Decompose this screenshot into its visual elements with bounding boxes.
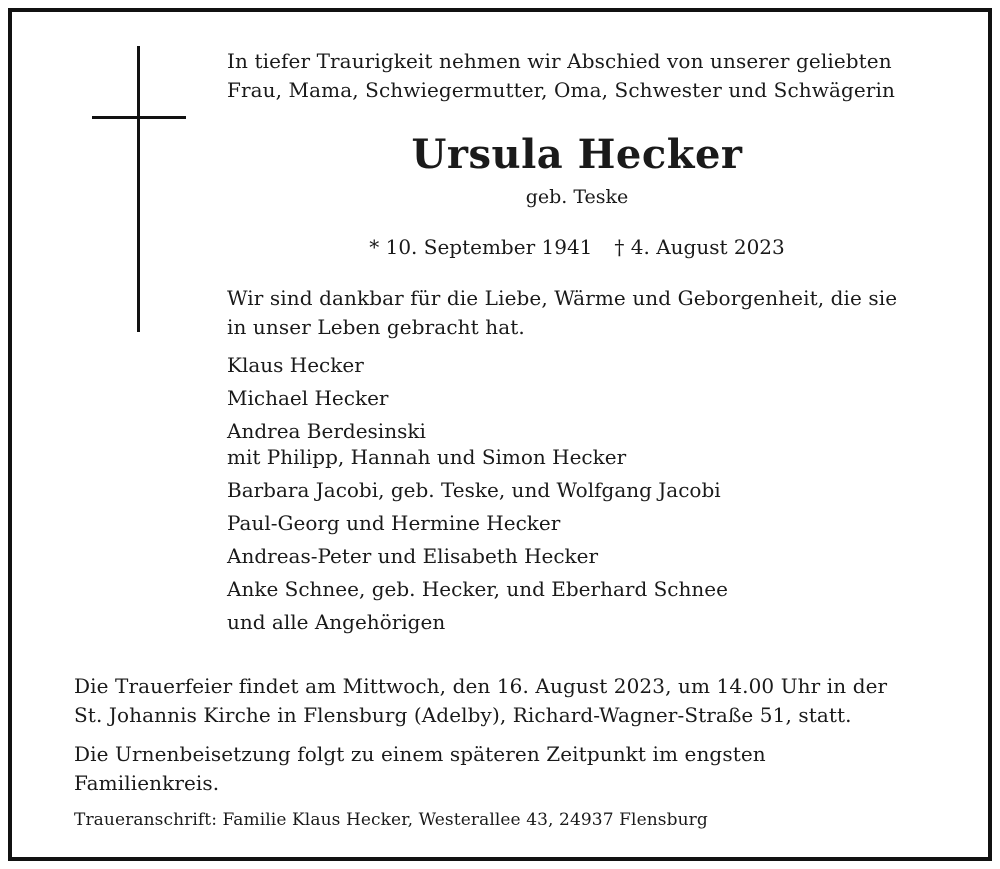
intro-line: Frau, Mama, Schwiegermutter, Oma, Schwester und Schwägerin [227, 78, 895, 102]
urn-burial-info [74, 740, 766, 798]
ceremony-line: Die Trauerfeier findet am Mittwoch, den 16. August 2023, um 14.00 Uhr in der [74, 674, 888, 698]
mourner-item: Michael Hecker [227, 386, 389, 410]
thanks-line: in unser Leben gebracht hat. [227, 315, 525, 339]
mourner-item: Andreas-Peter und Elisabeth Hecker [227, 544, 599, 568]
obituary-frame [8, 8, 992, 861]
mourners-list [227, 352, 728, 642]
birth-date: * 10. September 1941 [369, 235, 593, 259]
urn-line: Familienkreis. [74, 771, 220, 795]
cross-icon [92, 46, 188, 332]
mourner-item: Barbara Jacobi, geb. Teske, und Wolfgang Jacobi [227, 478, 721, 502]
deceased-name: Ursula Hecker [411, 131, 743, 178]
thanks-text [227, 284, 897, 342]
mourner-name: Andrea Berdesinski [227, 419, 426, 443]
condolence-address: Traueranschrift: Familie Klaus Hecker, Westerallee 43, 24937 Flensburg [74, 810, 708, 830]
death-date: † 4. August 2023 [614, 235, 785, 259]
ceremony-info [74, 672, 887, 730]
mourner-item: Klaus Hecker [227, 353, 364, 377]
intro-line: In tiefer Traurigkeit nehmen wir Abschied von unserer geliebten [227, 49, 892, 73]
mourner-family: mit Philipp, Hannah und Simon Hecker [227, 445, 627, 469]
mourner-item: Paul-Georg und Hermine Hecker [227, 511, 561, 535]
intro-text [227, 47, 895, 105]
cross-horizontal-bar [92, 116, 186, 119]
mourner-item [227, 418, 728, 470]
urn-line: Die Urnenbeisetzung folgt zu einem späteren Zeitpunkt im engsten [74, 742, 766, 766]
mourner-item: Anke Schnee, geb. Hecker, und Eberhard Schnee [227, 577, 728, 601]
life-dates [227, 233, 927, 261]
mourner-item: und alle Angehörigen [227, 610, 446, 634]
thanks-line: Wir sind dankbar für die Liebe, Wärme und Geborgenheit, die sie [227, 286, 898, 310]
ceremony-line: St. Johannis Kirche in Flensburg (Adelby), Richard-Wagner-Straße 51, statt. [74, 703, 852, 727]
maiden-name: geb. Teske [525, 186, 629, 208]
cross-vertical-bar [137, 46, 140, 332]
